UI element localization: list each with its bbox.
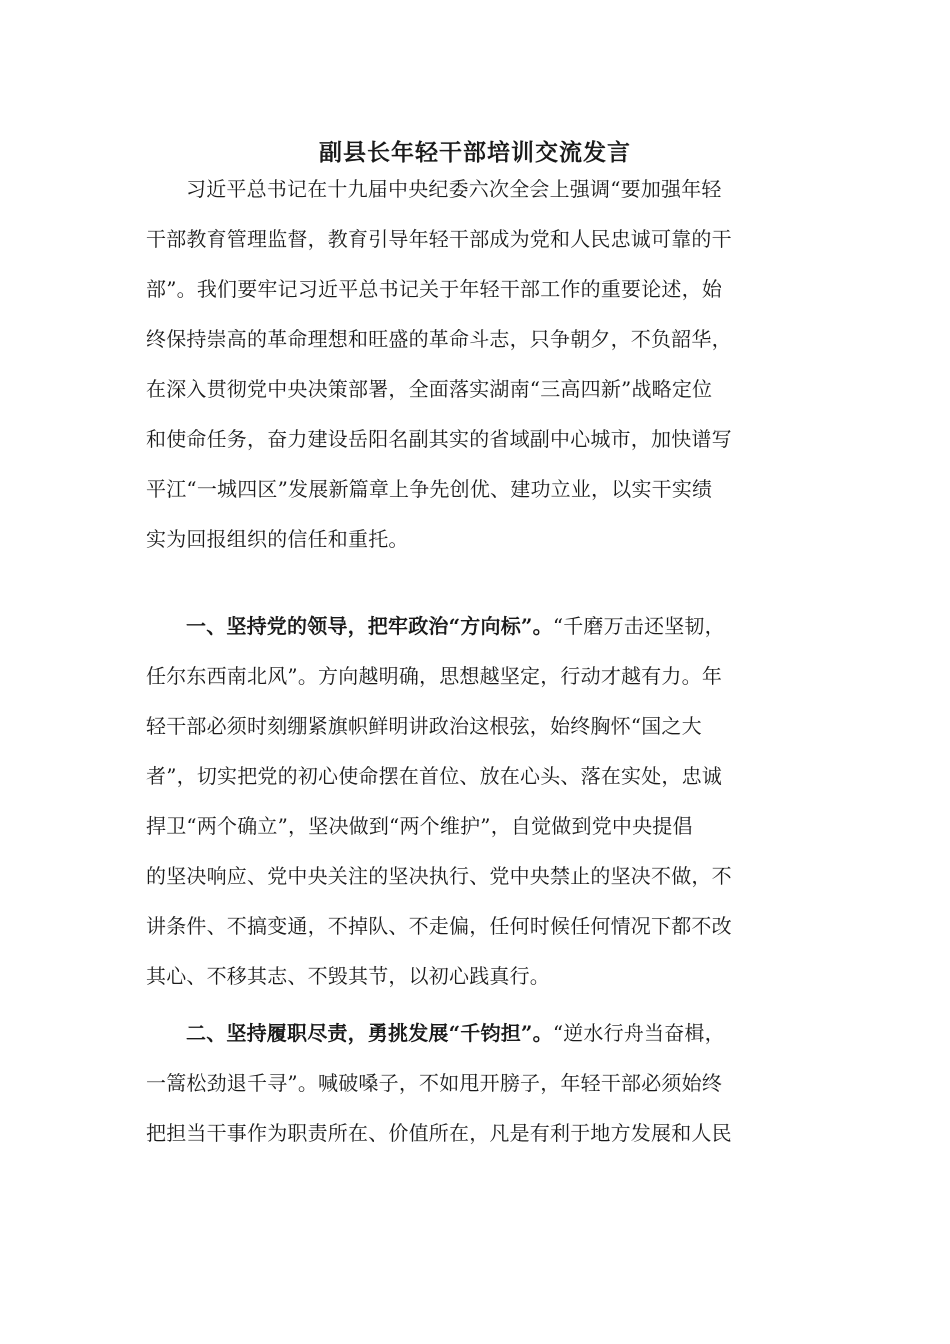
paragraph-line: 任尔东西南北风”。方向越明确，思想越坚定，行动才越有力。年	[146, 664, 723, 688]
paragraph-line: 实为回报组织的信任和重托。	[146, 527, 409, 551]
paragraph-line: 其心、不移其志、不毁其节，以初心践真行。	[146, 964, 550, 988]
paragraph-line: 平江“一城四区”发展新篇章上争先创优、建功立业，以实干实绩	[146, 477, 713, 501]
paragraph-line: 部”。我们要牢记习近平总书记关于年轻干部工作的重要论述，始	[146, 277, 723, 301]
paragraph-text: “千磨万击还坚韧，	[552, 614, 725, 638]
paragraph-section-two	[146, 1008, 810, 1158]
paragraph-line: 和使命任务，奋力建设岳阳名副其实的省域副中心城市，加快谱写	[146, 427, 732, 451]
paragraph-line: 干部教育管理监督，教育引导年轻干部成为党和人民忠诚可靠的干	[146, 227, 732, 251]
paragraph-line: 把担当干事作为职责所在、价值所在，凡是有利于地方发展和人民	[146, 1121, 732, 1145]
paragraph-line: 习近平总书记在十九届中央纪委六次全会上强调“要加强年轻	[186, 177, 722, 201]
paragraph-line: 捍卫“两个确立”，坚决做到“两个维护”，自觉做到党中央提倡	[146, 814, 693, 838]
paragraph-first-line	[146, 601, 810, 651]
paragraph-line: 者”，切实把党的初心使命摆在首位、放在心头、落在实处，忠诚	[146, 764, 723, 788]
paragraph-line: 一篙松劲退千寻”。喊破嗓子，不如甩开膀子，年轻干部必须始终	[146, 1071, 723, 1095]
section-heading: 一、坚持党的领导，把牢政治“方向标”。	[186, 614, 553, 638]
paragraph-intro	[146, 164, 810, 564]
paragraph-first-line	[146, 1008, 810, 1058]
paragraph-line: 讲条件、不搞变通，不掉队、不走偏，任何时候任何情况下都不改	[146, 914, 732, 938]
section-heading: 二、坚持履职尽责，勇挑发展“千钧担”。	[186, 1021, 553, 1045]
paragraph-section-one	[146, 601, 810, 1001]
paragraph-line: 在深入贯彻党中央决策部署，全面落实湖南“三高四新”战略定位	[146, 377, 713, 401]
paragraph-line: 的坚决响应、党中央关注的坚决执行、党中央禁止的坚决不做，不	[146, 864, 732, 888]
document-title: 副县长年轻干部培训交流发言	[319, 139, 631, 166]
paragraph-text: “逆水行舟当奋楫，	[552, 1021, 725, 1045]
paragraph-line: 轻干部必须时刻绷紧旗帜鲜明讲政治这根弦，始终胸怀“国之大	[146, 714, 702, 738]
paragraph-line: 终保持崇高的革命理想和旺盛的革命斗志，只争朝夕，不负韶华，	[146, 327, 732, 351]
